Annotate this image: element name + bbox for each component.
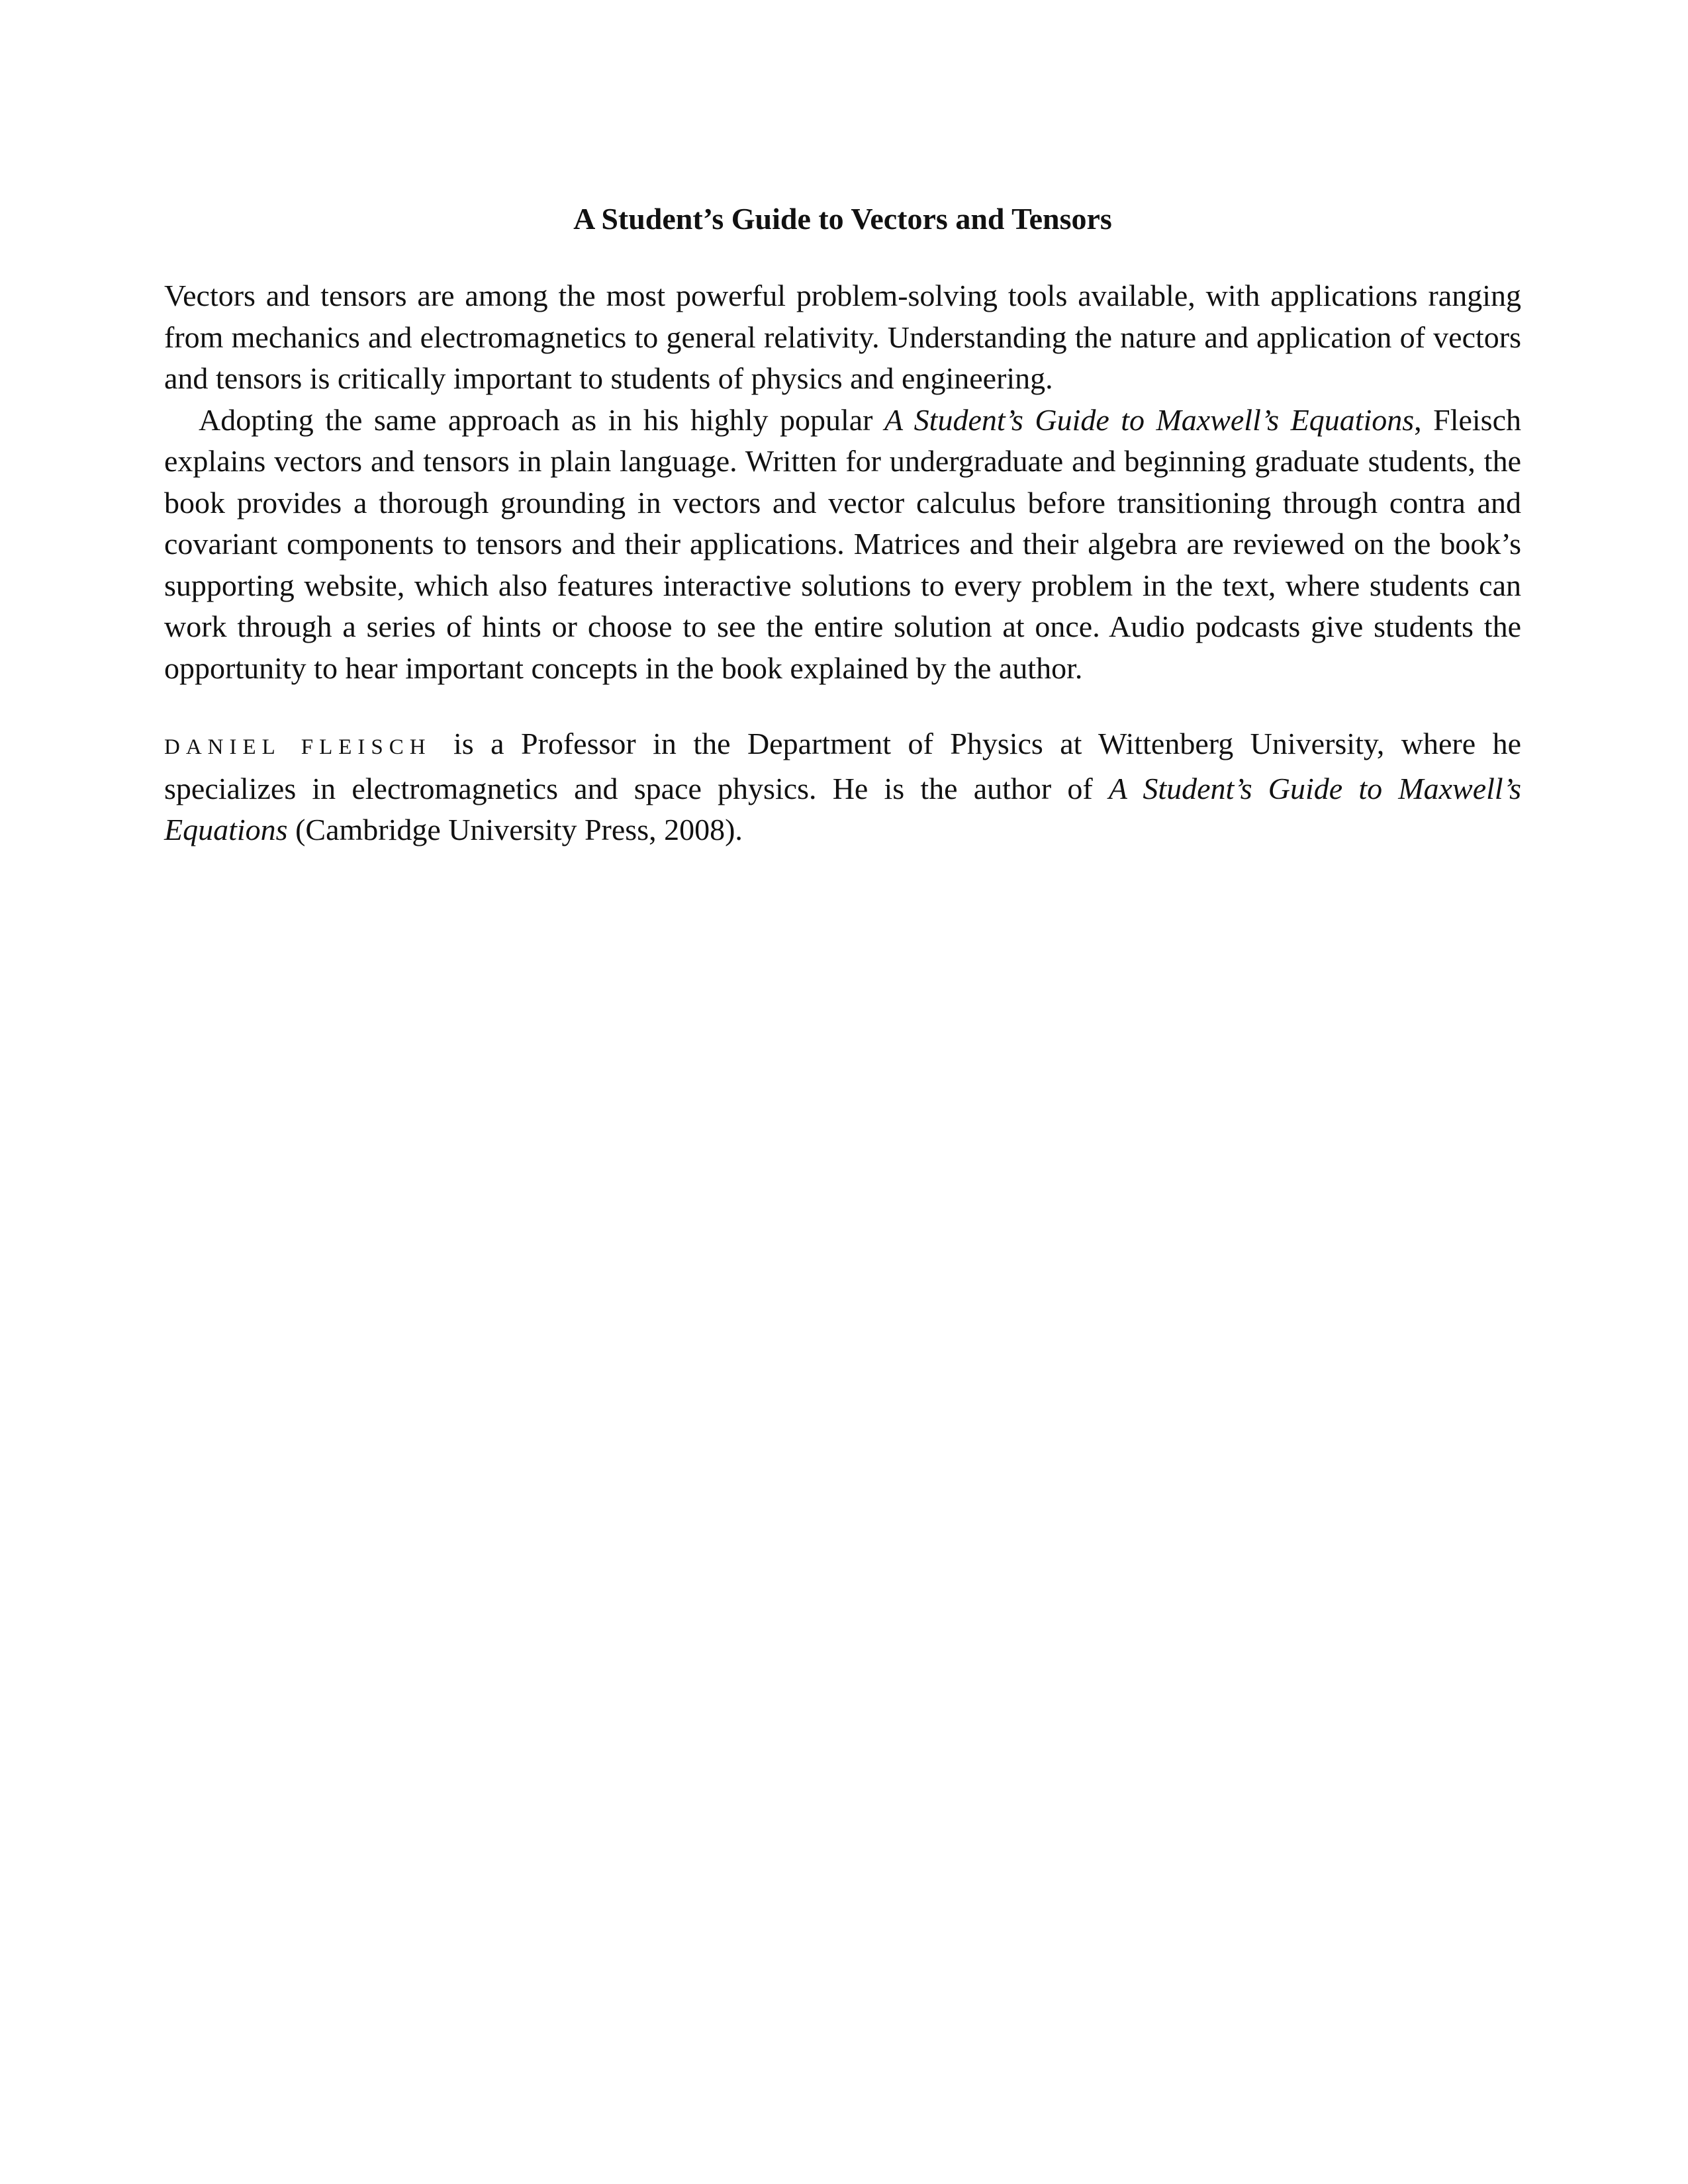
approach-text-start: Adopting the same approach as in his highly popular: [199, 402, 884, 437]
bio-book-title-italic: A Student’s Guide to Maxwell’s Equations: [164, 771, 1521, 846]
author-bio-paragraph: [164, 723, 1521, 851]
approach-paragraph: [164, 400, 1521, 690]
intro-paragraph: Vectors and tensors are among the most powerful problem-solving tools available, with applications ranging from mechanics and electromagnetics to general relativity. Understanding the nature and application of vectors and tensors is critically important to students of physics and engineering.: [164, 279, 1521, 395]
bio-text-end: (Cambridge University Press, 2008).: [287, 813, 743, 846]
book-title-italic: A Student’s Guide to Maxwell’s Equations: [884, 402, 1415, 437]
approach-text-rest: , Fleisch explains vectors and tensors in plain language. Written for undergraduate and beginning graduate students, the book provides a thorough grounding in vectors and vector calculus before transitioning through contra and covariant components to tensors and their applications. Matrices and their algebra are reviewed on the book’s supporting website, which also features interactive solutions to every problem in the text, where students can work through a series of hints or choose to see the entire solution at once. Audio podcasts give students the opportunity to hear important concepts in the book explained by the author.: [164, 402, 1521, 685]
author-name: DANIEL FLEISCH: [164, 735, 432, 759]
page-title: A Student’s Guide to Vectors and Tensors: [573, 202, 1112, 236]
document-page: [164, 199, 1521, 851]
bio-text-start: is a Professor in the Department of Physics at Wittenberg University, where he specializes in electromagnetics and space physics. He is the author of: [164, 727, 1522, 805]
